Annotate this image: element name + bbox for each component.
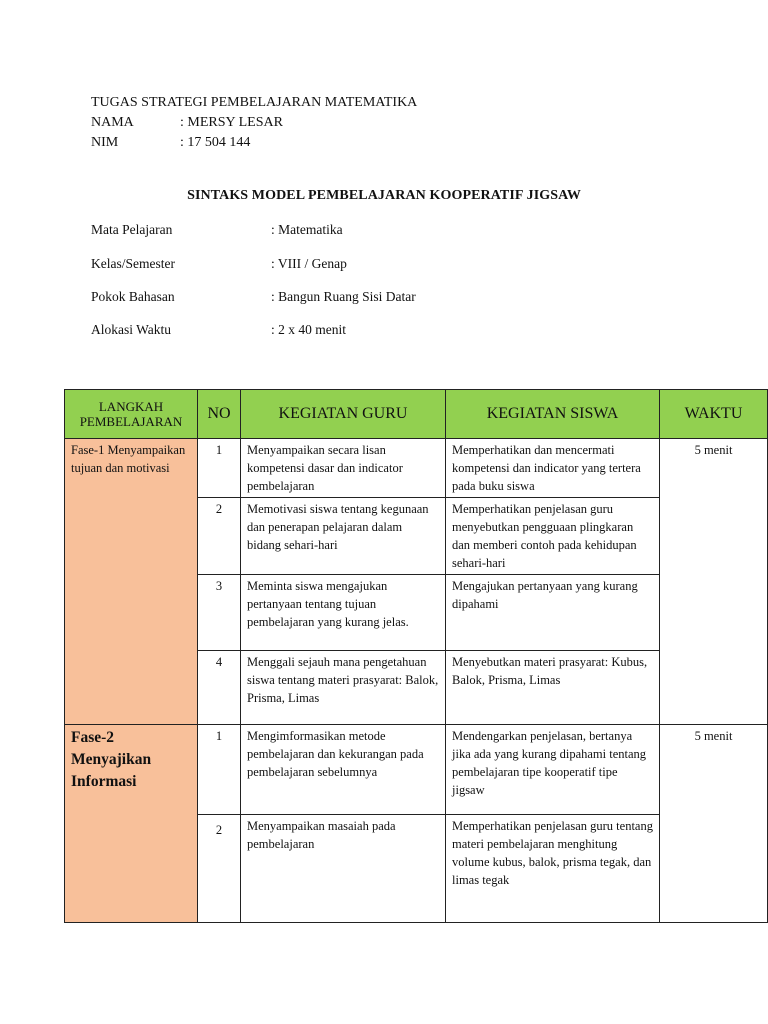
- nim-line: [91, 134, 250, 152]
- nim-value: : 17 504 144: [180, 135, 251, 150]
- fase-1-label: Fase-1 Menyampaikan tujuan dan motivasi: [65, 439, 198, 725]
- row-number: 4: [198, 651, 241, 725]
- meta-row-pokok-bahasan: [91, 289, 416, 305]
- meta-value: : VIII / Genap: [271, 256, 347, 271]
- row-number: 1: [198, 725, 241, 815]
- kegiatan-siswa-cell: Menyebutkan materi prasyarat: Kubus, Balok, Prisma, Limas: [446, 651, 660, 725]
- waktu-fase-2: 5 menit: [660, 725, 768, 923]
- name-label: NAMA: [91, 115, 134, 130]
- kegiatan-guru-cell: Mengimformasikan metode pembelajaran dan kekurangan pada pembelajaran sebelumnya: [241, 725, 446, 815]
- header-no: NO: [198, 390, 241, 439]
- header-kegiatan-siswa: KEGIATAN SISWA: [446, 390, 660, 439]
- kegiatan-guru-cell: Menggali sejauh mana pengetahuan siswa tentang materi prasyarat: Balok, Prisma, Limas: [241, 651, 446, 725]
- kegiatan-siswa-cell: Memperhatikan penjelasan guru tentang materi pembelajaran menghitung volume kubus, balok, prisma tegak, dan limas tegak: [446, 815, 660, 923]
- kegiatan-guru-cell: Menyampaikan secara lisan kompetensi dasar dan indicator pembelajaran: [241, 439, 446, 498]
- assignment-title: TUGAS STRATEGI PEMBELAJARAN MATEMATIKA: [91, 95, 418, 110]
- meta-row-alokasi-waktu: [91, 322, 346, 338]
- row-number: 2: [198, 815, 241, 923]
- kegiatan-guru-cell: Menyampaikan masaiah pada pembelajaran: [241, 815, 446, 923]
- kegiatan-siswa-cell: Memperhatikan dan mencermati kompetensi dan indicator yang tertera pada buku siswa: [446, 439, 660, 498]
- kegiatan-siswa-cell: Mendengarkan penjelasan, bertanya jika ada yang kurang dipahami tentang pembelajaran tipe kooperatif tipe jigsaw: [446, 725, 660, 815]
- table-header-row: [65, 390, 768, 439]
- meta-label: Alokasi Waktu: [91, 322, 172, 337]
- row-number: 2: [198, 498, 241, 575]
- row-number: 1: [198, 439, 241, 498]
- kegiatan-guru-cell: Memotivasi siswa tentang kegunaan dan penerapan pelajaran dalam bidang sehari-hari: [241, 498, 446, 575]
- meta-value: : Bangun Ruang Sisi Datar: [271, 289, 416, 304]
- nim-label: NIM: [91, 135, 119, 150]
- meta-value: : 2 x 40 menit: [271, 322, 346, 337]
- meta-label: Kelas/Semester: [91, 256, 175, 271]
- meta-label: Pokok Bahasan: [91, 289, 175, 304]
- waktu-fase-1: 5 menit: [660, 439, 768, 725]
- fase-2-label: Fase-2 Menyajikan Informasi: [65, 725, 198, 923]
- syntax-table: [64, 389, 768, 923]
- kegiatan-guru-cell: Meminta siswa mengajukan pertanyaan tentang tujuan pembelajaran yang kurang jelas.: [241, 575, 446, 651]
- header-waktu: WAKTU: [660, 390, 768, 439]
- name-line: [91, 114, 283, 132]
- row-number: 3: [198, 575, 241, 651]
- meta-row-kelas-semester: [91, 256, 347, 272]
- meta-row-mata-pelajaran: [91, 222, 343, 238]
- kegiatan-siswa-cell: Memperhatikan penjelasan guru menyebutkan pengguaan plingkaran dan memberi contoh pada kehidupan sehari-hari: [446, 498, 660, 575]
- kegiatan-siswa-cell: Mengajukan pertanyaan yang kurang dipahami: [446, 575, 660, 651]
- name-value: : MERSY LESAR: [180, 115, 283, 130]
- header-langkah: LANGKAH PEMBELAJARAN: [65, 390, 198, 439]
- meta-label: Mata Pelajaran: [91, 222, 173, 237]
- header-kegiatan-guru: KEGIATAN GURU: [241, 390, 446, 439]
- document-title: SINTAKS MODEL PEMBELAJARAN KOOPERATIF JIGSAW: [187, 188, 581, 203]
- table-row: [65, 439, 768, 498]
- meta-value: : Matematika: [271, 222, 343, 237]
- table-row: [65, 725, 768, 815]
